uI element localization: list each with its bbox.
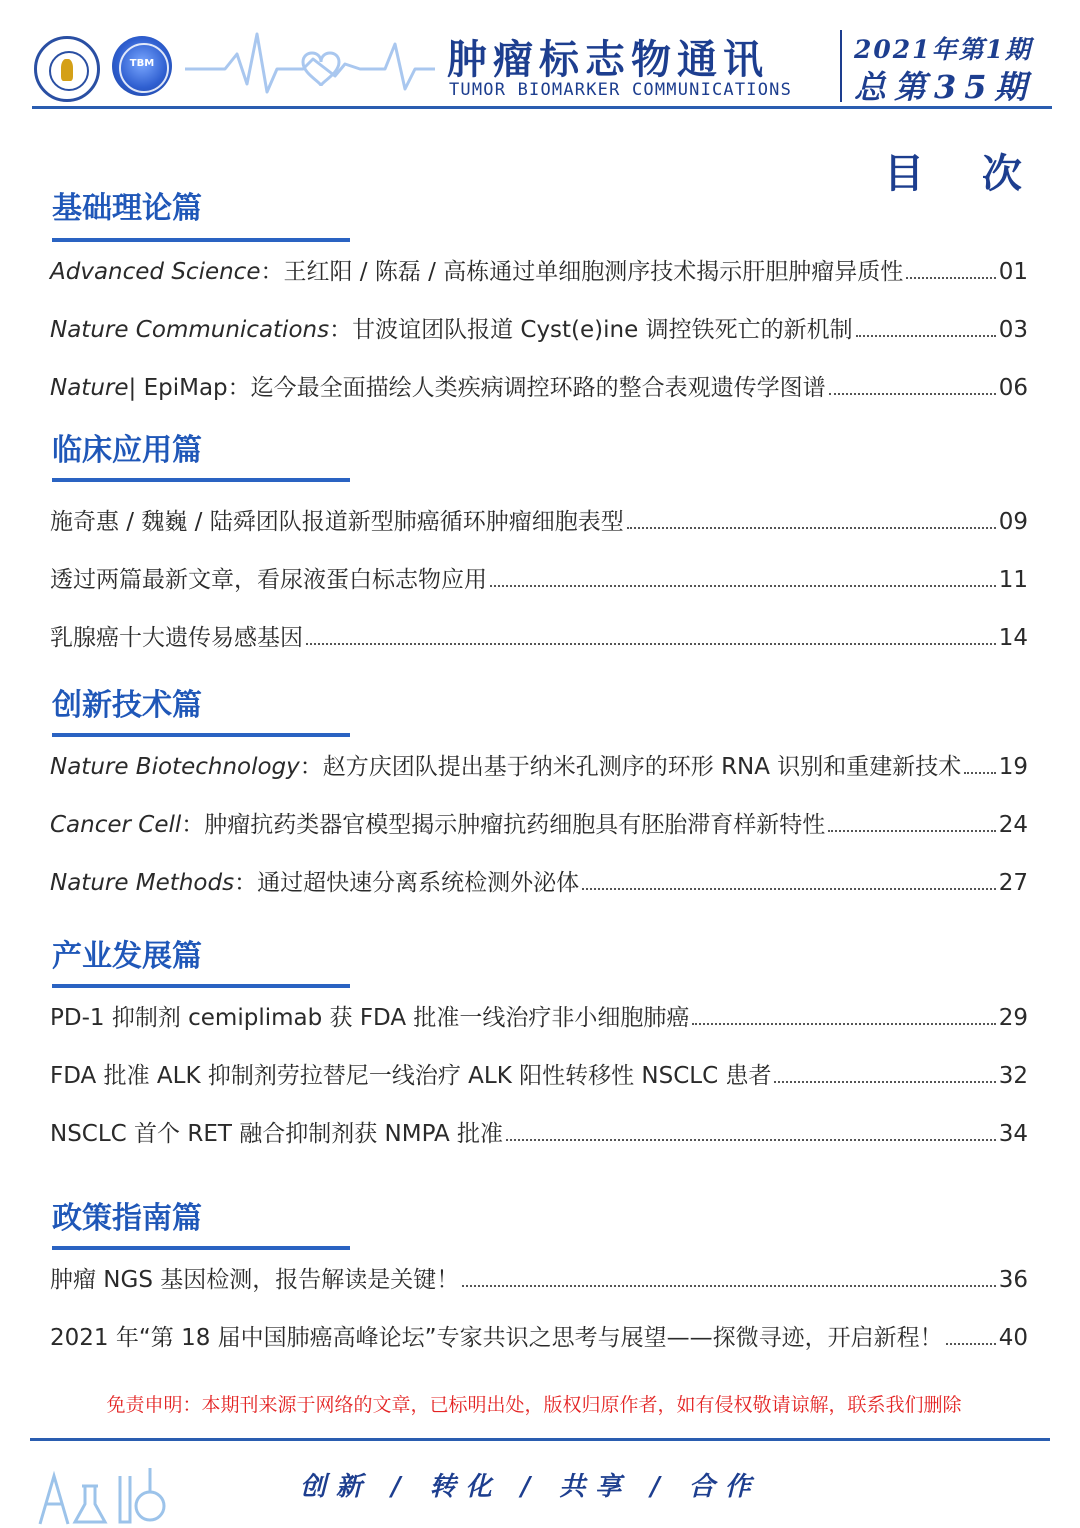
section-rule [52, 733, 350, 737]
entry-title: NSCLC 首个 RET 融合抑制剂获 NMPA 批准 [50, 1121, 504, 1147]
section-heading: 政策指南篇 [52, 1201, 202, 1236]
toc-entry[interactable] [50, 999, 1028, 1033]
leader-dots [828, 829, 995, 832]
footer-rule [30, 1438, 1050, 1441]
entry-title: ：王红阳 / 陈磊 / 高栋通过单细胞测序技术揭示肝胆肿瘤异质性 [260, 259, 904, 285]
journal-title-en: TUMOR BIOMARKER COMMUNICATIONS [449, 80, 793, 100]
toc-entry[interactable] [50, 748, 1028, 782]
leader-dots [306, 642, 996, 645]
entry-page: 27 [998, 870, 1028, 896]
leader-dots [627, 526, 996, 529]
entry-page: 34 [998, 1121, 1028, 1147]
leader-dots [946, 1342, 996, 1345]
entry-title: | EpiMap：迄今最全面描绘人类疾病调控环路的整合表观遗传学图谱 [128, 375, 826, 401]
laboratory-glassware-icon [30, 1446, 170, 1526]
section-rule [52, 238, 350, 242]
entry-page: 19 [998, 754, 1028, 780]
toc-entry[interactable] [50, 1115, 1028, 1149]
section-heading: 基础理论篇 [52, 191, 202, 226]
entry-title: FDA 批准 ALK 抑制剂劳拉替尼一线治疗 ALK 阳性转移性 NSCLC 患者 [50, 1063, 772, 1089]
toc-entry[interactable] [50, 311, 1028, 345]
section-heading: 创新技术篇 [52, 688, 202, 723]
cancer-association-logo [34, 36, 100, 102]
entry-page: 32 [998, 1063, 1028, 1089]
entry-title: 2021 年“第 18 届中国肺癌高峰论坛”专家共识之思考与展望——探微寻迹，开启新程！ [50, 1325, 943, 1351]
leader-dots [906, 276, 995, 279]
leader-dots [582, 887, 996, 890]
leader-dots [829, 392, 996, 395]
header-divider [840, 30, 842, 102]
entry-page: 40 [998, 1325, 1028, 1351]
entry-page: 09 [998, 509, 1028, 535]
leader-dots [774, 1080, 995, 1083]
tbm-logo-text: TBM [129, 58, 155, 69]
leader-dots [964, 771, 995, 774]
section-rule [52, 1246, 350, 1250]
entry-journal: Cancer Cell [50, 812, 182, 838]
toc-entry[interactable] [50, 253, 1028, 287]
toc-entry[interactable] [50, 619, 1028, 653]
tbm-logo [112, 36, 172, 96]
entry-page: 01 [998, 259, 1028, 285]
leader-dots [692, 1022, 995, 1025]
entry-title: ：甘波谊团队报道 Cyst(e)ine 调控铁死亡的新机制 [329, 317, 853, 343]
copyright-disclaimer: 免责申明：本期刊来源于网络的文章，已标明出处，版权归原作者，如有侵权敬请谅解，联系我们删除 [106, 1394, 962, 1416]
heartbeat-line-icon [185, 14, 435, 104]
journal-title-cn: 肿瘤标志物通讯 [447, 36, 769, 83]
entry-title: ：赵方庆团队提出基于纳米孔测序的环形 RNA 识别和重建新技术 [299, 754, 962, 780]
section-heading: 临床应用篇 [52, 433, 202, 468]
toc-entry[interactable] [50, 561, 1028, 595]
footer-slogan: 创新 / 转化 / 共享 / 合作 [300, 1472, 761, 1502]
entry-page: 24 [998, 812, 1028, 838]
entry-title: 透过两篇最新文章，看尿液蛋白标志物应用 [50, 567, 487, 593]
entry-title: PD-1 抑制剂 cemiplimab 获 FDA 批准一线治疗非小细胞肺癌 [50, 1005, 690, 1031]
entry-page: 06 [998, 375, 1028, 401]
entry-journal: Nature Methods [50, 870, 235, 896]
toc-entry[interactable] [50, 806, 1028, 840]
entry-title: ：通过超快速分离系统检测外泌体 [234, 870, 580, 896]
leader-dots [856, 334, 996, 337]
leader-dots [506, 1138, 996, 1141]
entry-journal: Nature [50, 375, 129, 401]
entry-journal: Advanced Science [50, 259, 261, 285]
entry-journal: Nature Biotechnology [50, 754, 300, 780]
toc-entry[interactable] [50, 1319, 1028, 1353]
toc-title: 目 次 [884, 151, 1044, 197]
total-issue-number: 总第35期 [854, 68, 1035, 106]
toc-entry[interactable] [50, 503, 1028, 537]
toc-entry[interactable] [50, 864, 1028, 898]
toc-entry[interactable] [50, 1261, 1028, 1295]
entry-page: 36 [998, 1267, 1028, 1293]
leader-dots [462, 1284, 995, 1287]
toc-entry[interactable] [50, 369, 1028, 403]
section-rule [52, 984, 350, 988]
entry-title: ：肿瘤抗药类器官模型揭示肿瘤抗药细胞具有胚胎滞育样新特性 [181, 812, 826, 838]
entry-journal: Nature Communications [50, 317, 330, 343]
section-heading: 产业发展篇 [52, 939, 202, 974]
entry-page: 29 [998, 1005, 1028, 1031]
header-rule [32, 106, 1052, 109]
toc-entry[interactable] [50, 1057, 1028, 1091]
section-rule [52, 478, 350, 482]
entry-title: 乳腺癌十大遗传易感基因 [50, 625, 303, 651]
entry-page: 11 [998, 567, 1028, 593]
entry-page: 03 [998, 317, 1028, 343]
leader-dots [490, 584, 996, 587]
entry-title: 施奇惠 / 魏巍 / 陆舜团队报道新型肺癌循环肿瘤细胞表型 [50, 509, 624, 535]
entry-page: 14 [998, 625, 1028, 651]
issue-number: 2021年第1期 [854, 35, 1032, 64]
entry-title: 肿瘤 NGS 基因检测，报告解读是关键！ [50, 1267, 460, 1293]
